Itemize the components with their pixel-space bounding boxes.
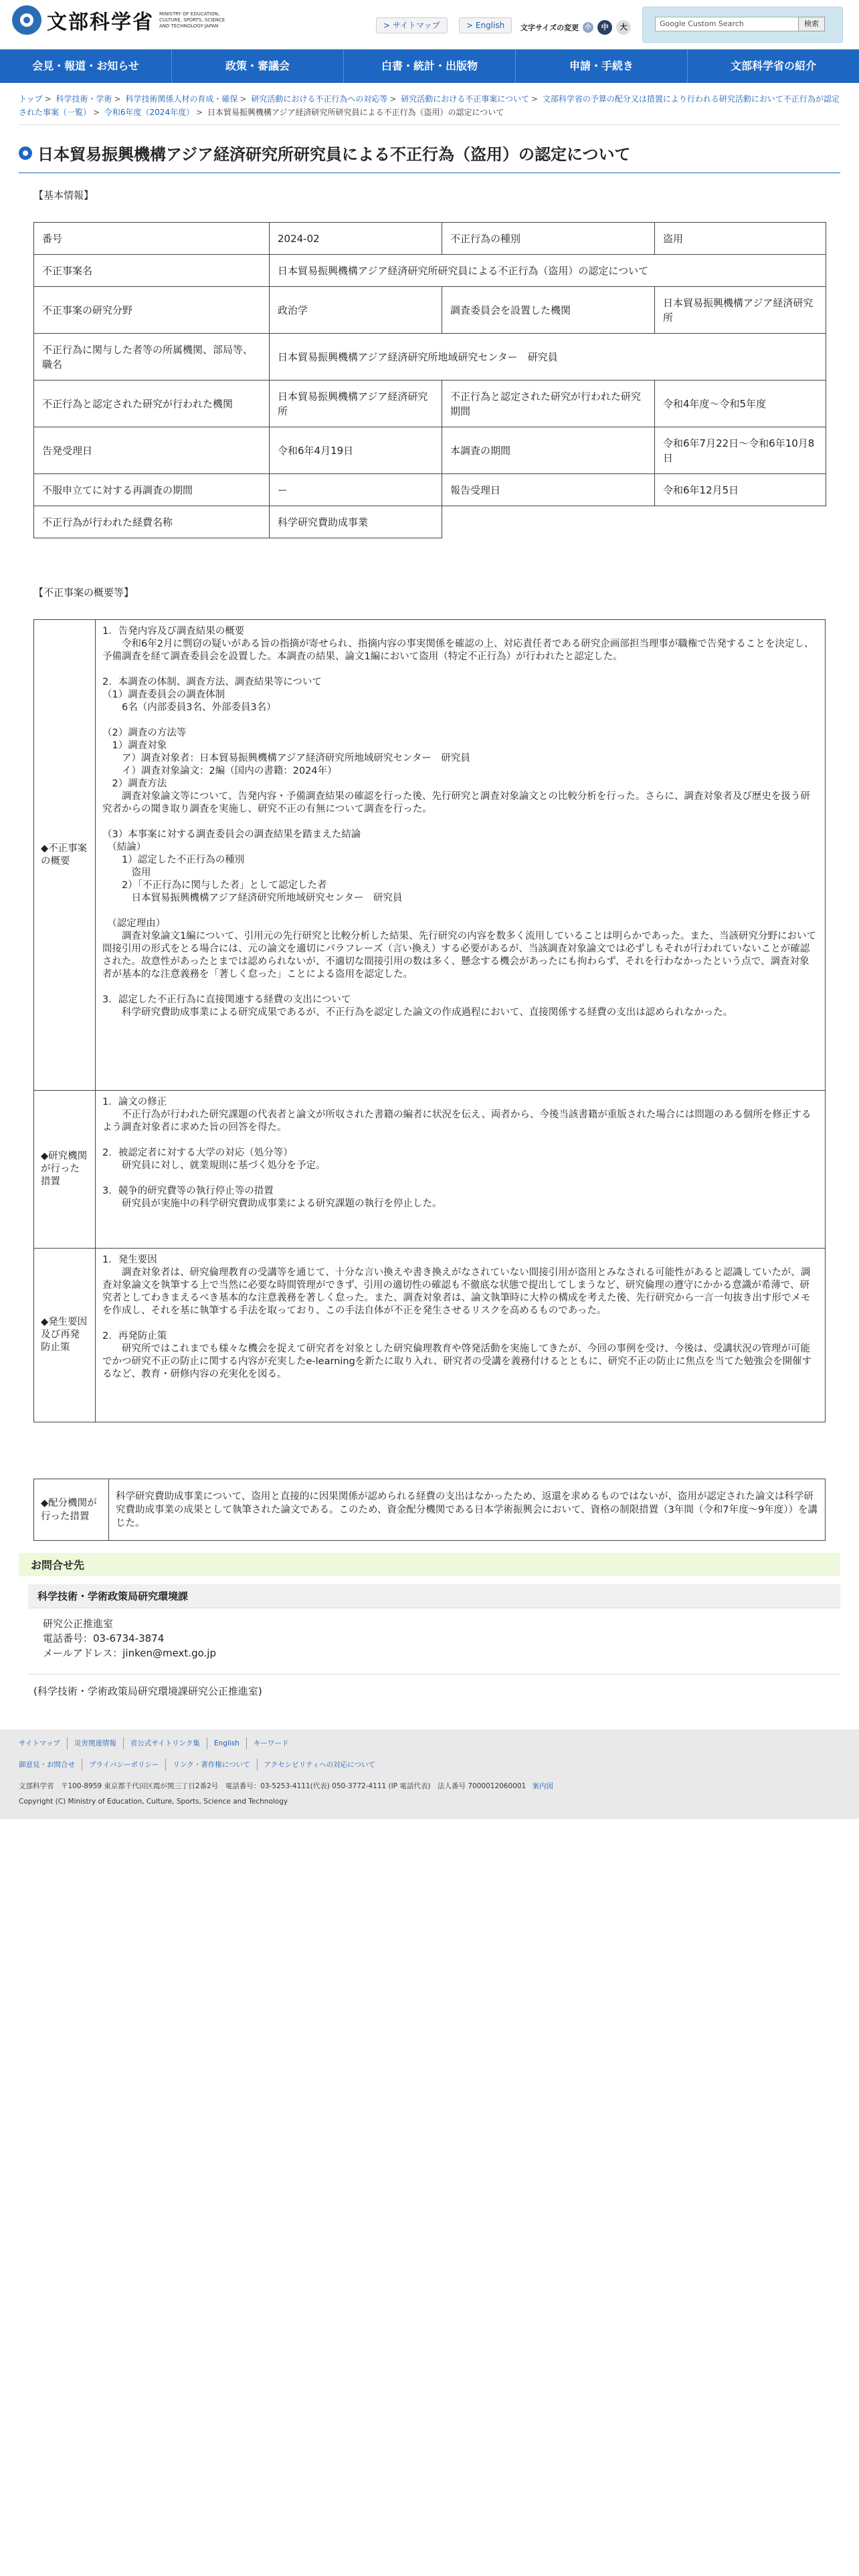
- table-cell: 報告受理日: [442, 474, 655, 506]
- table-cell: 令和6年4月19日: [270, 427, 442, 474]
- table-cell: 盗用: [655, 223, 826, 255]
- summary-body: 1．告発内容及び調査結果の概要 令和6年2月に剽窃の疑いがある旨の指摘が寄せられ、指摘内容の事実関係を確認の上、対応責任者である研究企画部担当理事が職権で告発することを決定し、予備調査を経て調査委員会を設置した。本調査の結果、論文1編において盗用（特定不正行為）が行われたと認定した。 2．本調査の体制、調査方法、調査結果等について （1）調査委員会の調査体制 6名（内部委員3名、外部委員3名） （2）調査の方法等 1）調査対象 ア）調査対象者：日本貿易振興機構アジア経済研究所地域研究センター 研究員 イ）調査対象論文：2編（国内の書籍：2024年） 2）調査方法 調査対象論文等について、告発内容・予備調査結果の確認を行った後、先行研究と調査対象論文との比較分析を行った。さらに、調査対象者及び歴史を扱う研究者からの聞き取り調査を実施し、研究不正の有無について調査を行った。 （3）本事案に対する調査委員会の調査結果を踏まえた結論 （結論） 1）認定した不正行為の種別 盗用 2）「不正行為に関与した者」として認定した者 日本貿易振興機構アジア経済研究所地域研究センター 研究員 （認定理由） 調査対象論文1編について、引用元の先行研究と比較分析した結果、先行研究の内容を数多く流用していることは明らかであった。また、当該研究分野において間接引用の形式をとる場合には、元の論文を適切にパラフレーズ（言い換え）する必要があるが、当該調査対象論文では必ずしもそれが行われていないことが確認された。故意性があったとまでは認められないが、不適切な間接引用の数は多く、懸念する機会があったにも拘わらず、それを行わなかったという点で、調査対象者が基本的な注意義務を「著しく怠った」ことによる盗用を認定した。 3．認定した不正行為に直接関連する経費の支出について 科学研究費助成事業による研究成果であるが、不正行為を認定した論文の作成過程において、直接関係する経費の支出は認められなかった。: [96, 620, 826, 1091]
- table-cell: 不正行為が行われた経費名称: [34, 506, 270, 538]
- search-box: [642, 7, 843, 43]
- footer-links-row1: [19, 1737, 840, 1749]
- summary-heading: ◆不正事案の概要: [34, 620, 96, 1091]
- summary-body: 1．論文の修正 不正行為が行われた研究課題の代表者と論文が所収された書籍の編者に状況を伝え、両者から、今後当該書籍が重版された場合には問題のある個所を修正するよう調査対象者に求めた旨の回答を得た。 2．被認定者に対する大学の対応（処分等） 研究員に対し、就業規則に基づく処分を予定。 3．競争的研究費等の執行停止等の措置 研究員が実施中の科学研究費助成事業による研究課題の執行を停止した。: [96, 1091, 826, 1249]
- nav-item-whitepaper[interactable]: 白書・統計・出版物: [344, 49, 516, 83]
- footer-link[interactable]: アクセシビリティへの対応について: [257, 1759, 382, 1771]
- site-logo[interactable]: [12, 5, 233, 35]
- summary-heading: ◆発生要因及び再発防止策: [34, 1249, 96, 1422]
- breadcrumb-link[interactable]: 令和6年度（2024年度）: [104, 108, 195, 117]
- table-cell: 告発受理日: [34, 427, 270, 474]
- global-nav: [0, 49, 859, 83]
- measures-body: 科学研究費助成事業について、盗用と直接的に因果関係が認められる経費の支出はなかったため、返還を求めるものではないが、盗用が認定された論文は科学研究費助成事業の成果として執筆された論文である。このため、資金配分機関である日本学術振興会において、資格の制限措置（3年間（令和7年度〜9年度））を講じた。: [109, 1479, 826, 1541]
- page-title-text: 日本貿易振興機構アジア経済研究所研究員による不正行為（盗用）の認定について: [37, 145, 631, 164]
- funding-measures-table: [33, 1479, 826, 1541]
- summary-heading: ◆研究機関が行った措置: [34, 1091, 96, 1249]
- footer-address: 文部科学省 〒100-8959 東京都千代田区霞が関三丁目2番2号 電話番号：03-5253-4111(代表) 050-3772-4111 (IP 電話代表) 法人番号 7000012060001 案内図: [19, 1782, 554, 1790]
- contact-footnote: (科学技術・学術政策局研究環境課研究公正推進室): [33, 1685, 262, 1697]
- table-cell: 政治学: [270, 287, 442, 334]
- table-cell: 不正行為と認定された研究が行われた研究期間: [442, 381, 655, 427]
- footer-links-row2: [19, 1759, 840, 1771]
- table-cell: 令和4年度〜令和5年度: [655, 381, 826, 427]
- table-cell: 2024-02: [270, 223, 442, 255]
- contact-org: 科学技術・学術政策局研究環境課: [28, 1584, 840, 1608]
- table-cell: 日本貿易振興機構アジア経済研究所地域研究センター 研究員: [270, 334, 826, 381]
- breadcrumb: トップ > 科学技術・学術 > 科学技術関係人材の育成・確保 > 研究活動における不正行為への対応等 > 研究活動における不正事案について > 文部科学省の予算の配分又は措置により行われる研究活動において不正行為が認定された事案（一覧） > 令和6年度（2024年度） > 日本貿易振興機構アジア経済研究所研究員による不正行為（盗用）の認定について: [19, 92, 840, 125]
- footer-link[interactable]: リンク・著作権について: [165, 1759, 256, 1771]
- summary-table: [33, 619, 826, 1422]
- breadcrumb-link[interactable]: 研究活動における不正行為への対応等: [251, 94, 388, 104]
- table-cell: 科学研究費助成事業: [270, 506, 442, 538]
- title-bullet-icon: [19, 146, 32, 160]
- table-cell: 不正事案名: [34, 255, 270, 287]
- divider: [28, 1674, 840, 1675]
- table-cell: 不正行為と認定された研究が行われた機関: [34, 381, 270, 427]
- sitemap-link[interactable]: > サイトマップ: [376, 17, 448, 33]
- nav-item-application[interactable]: 申請・手続き: [516, 49, 688, 83]
- site-footer: [0, 1729, 859, 1819]
- table-cell: 令和6年7月22日〜令和6年10月8日: [655, 427, 826, 474]
- table-cell: 不正行為の種別: [442, 223, 655, 255]
- nav-item-about[interactable]: 文部科学省の紹介: [730, 60, 816, 72]
- main-content: [19, 141, 840, 1744]
- nav-item-policy[interactable]: 政策・審議会: [172, 49, 344, 83]
- search-input[interactable]: Google Custom Search: [655, 17, 805, 31]
- table-cell: 不正事案の研究分野: [34, 287, 270, 334]
- basic-info-label: 【基本情報】: [33, 189, 94, 201]
- table-cell: 日本貿易振興機構アジア経済研究所: [270, 381, 442, 427]
- table-cell: 日本貿易振興機構アジア経済研究所研究員による不正行為（盗用）の認定について: [270, 255, 826, 287]
- summary-body: 1．発生要因 調査対象者は、研究倫理教育の受講等を通じて、十分な言い換えや書き換えがなされていない間接引用が盗用とみなされる可能性があると認識していたが、調査対象論文を執筆する上で当然に必要な時間管理ができず、引用の適切性の確認も不徹底な状態で提出してしまうなど、研究倫理の遵守にかかる意識が希薄で、研究者としてわきまえるべき基本的な注意義務を著しく怠った。また、調査対象者は、論文執筆時に大枠の構成を考えた後、先行研究から一言一句抜き出す形でメモを作成し、それを基に執筆する手法を取っており、この手法自体が不正を発生させるリスクを高めるものであった。 2．再発防止策 研究所ではこれまでも様々な機会を捉えて研究者を対象とした研究倫理教育や啓発活動を実施してきたが、今回の事例を受け、今後は、受講状況の管理が可能でかつ研究不正の防止に関する内容が充実したe-learningを新たに取り入れ、研究者の受講を義務付けるとともに、研究不正の防止に焦点を当てた勉強会を開催するなど、教育・研修内容の充実化を図る。: [96, 1249, 826, 1422]
- table-cell: 令和6年12月5日: [655, 474, 826, 506]
- contact-phone: 電話番号：03-6734-3874: [43, 1632, 165, 1644]
- footer-link[interactable]: キーワード: [246, 1737, 296, 1749]
- font-size-control: [520, 20, 631, 35]
- table-cell: 調査委員会を設置した機関: [442, 287, 655, 334]
- footer-link[interactable]: 省公式サイトリンク集: [123, 1737, 207, 1749]
- basic-info-table: [33, 222, 826, 538]
- measures-heading: ◆配分機関が行った措置: [34, 1479, 109, 1541]
- search-button[interactable]: 検索: [798, 17, 825, 31]
- nav-item-press[interactable]: 会見・報道・お知らせ: [0, 49, 172, 83]
- breadcrumb-current: 日本貿易振興機構アジア経済研究所研究員による不正行為（盗用）の認定について: [207, 108, 504, 117]
- contact-email: メールアドレス：jinken@mext.go.jp: [43, 1647, 216, 1659]
- font-size-small-button[interactable]: 小: [583, 22, 593, 33]
- contact-details: [43, 1616, 840, 1660]
- footer-link[interactable]: 御意見・お問合せ: [19, 1761, 75, 1769]
- map-link[interactable]: 案内図: [532, 1782, 554, 1790]
- copyright: Copyright (C) Ministry of Education, Culture, Sports, Science and Technology: [19, 1798, 288, 1806]
- table-cell: 不服申立てに対する再調査の期間: [34, 474, 270, 506]
- summary-label: 【不正事案の概要等】: [33, 586, 134, 599]
- font-size-label: 文字サイズの変更: [520, 23, 579, 32]
- footer-link[interactable]: 災害関連情報: [67, 1737, 123, 1749]
- font-size-large-button[interactable]: 大: [616, 20, 631, 35]
- table-cell: 番号: [34, 223, 270, 255]
- footer-link[interactable]: English: [207, 1737, 246, 1749]
- page-title: [19, 141, 840, 173]
- contact-heading: お問合せ先: [19, 1553, 840, 1576]
- empty-cell: [442, 506, 826, 538]
- contact-office: 研究公正推進室: [43, 1618, 114, 1630]
- breadcrumb-link[interactable]: 科学技術関係人材の育成・確保: [125, 94, 238, 104]
- footer-link[interactable]: サイトマップ: [19, 1739, 60, 1747]
- site-header: [0, 0, 859, 49]
- table-cell: ー: [270, 474, 442, 506]
- table-cell: 日本貿易振興機構アジア経済研究所: [655, 287, 826, 334]
- logo-subtitle: MINISTRY OF EDUCATION, CULTURE, SPORTS, SCIENCE AND TECHNOLOGY-JAPAN: [159, 11, 225, 29]
- table-cell: 不正行為に関与した者等の所属機関、部局等、職名: [34, 334, 270, 381]
- breadcrumb-link[interactable]: 研究活動における不正事案について: [401, 94, 530, 104]
- font-size-medium-button[interactable]: 中: [597, 20, 612, 35]
- logo-text: 文部科学省: [47, 11, 154, 34]
- english-link[interactable]: > English: [459, 17, 512, 33]
- breadcrumb-link[interactable]: 文部科学省の予算の配分又は措置により行われる研究活動において不正行為が認定された事案（一覧）: [19, 94, 840, 117]
- breadcrumb-link[interactable]: トップ: [19, 94, 43, 104]
- mext-logo-icon: [12, 5, 41, 35]
- breadcrumb-link[interactable]: 科学技術・学術: [56, 94, 112, 104]
- footer-link[interactable]: プライバシーポリシー: [82, 1759, 165, 1771]
- table-cell: 本調査の期間: [442, 427, 655, 474]
